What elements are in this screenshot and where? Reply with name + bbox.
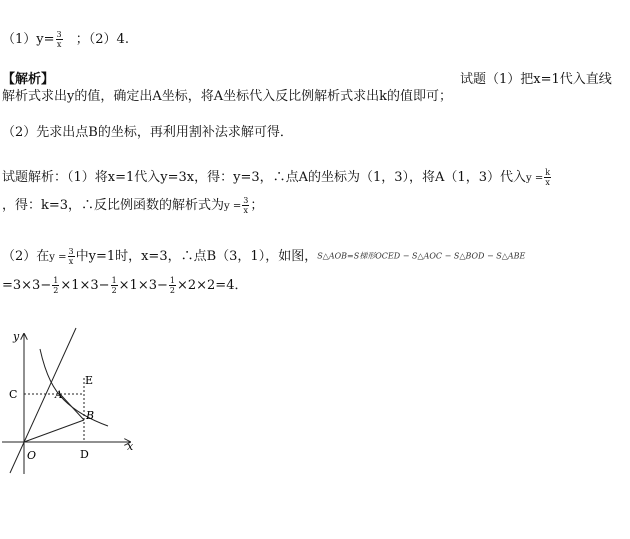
calc-part-c: ×1×3− — [118, 278, 168, 293]
half-fraction — [111, 276, 118, 295]
solution-line2 — [2, 196, 263, 215]
label-O: O — [27, 449, 37, 462]
inline-fraction-3-over-x — [68, 247, 75, 266]
label-A: A — [55, 390, 63, 401]
answer-part1-y: y= — [36, 32, 55, 47]
inline-y-eq: y = — [224, 201, 242, 212]
fraction-denominator: 2 — [111, 286, 117, 295]
analysis-heading: 【解析】 — [2, 72, 55, 87]
analysis-line2: 解析式求出y的值，确定出A坐标，将A坐标代入反比例解析式求出k的值即可； — [2, 89, 452, 104]
label-C: C — [9, 388, 18, 401]
answer-part1-label: （1） — [2, 32, 37, 47]
solution-line1 — [2, 168, 552, 187]
inline-y-eq: y = — [525, 173, 544, 184]
fraction-numerator: 3 — [56, 30, 62, 39]
solution-line2-end: ； — [250, 198, 264, 213]
label-E: E — [85, 374, 94, 387]
fraction-numerator: 3 — [68, 247, 74, 256]
answer-line — [2, 30, 129, 49]
solution-line3 — [2, 247, 525, 266]
solution-line4 — [2, 276, 247, 295]
label-D: D — [80, 448, 89, 461]
calc-part-a: =3×3− — [2, 278, 52, 293]
analysis-trial-right: 试题（1）把x=1代入直线 — [460, 72, 612, 87]
solution-line1-text: 试题解析：（1）将x=1代入y=3x，得：y=3，∴点A的坐标为（1，3），将A（1，3）代入 — [2, 170, 526, 185]
fraction-denominator: x — [68, 257, 74, 266]
inline-fraction-k-over-x — [544, 168, 551, 187]
calc-part-b: ×1×3− — [60, 278, 110, 293]
fraction-numerator: 1 — [111, 276, 117, 285]
area-expression: S△AOB=S梯形OCED − S△AOC − S△BOD − S△ABE — [317, 251, 526, 261]
fraction-numerator: k — [545, 168, 551, 177]
fraction-denominator: x — [243, 206, 249, 215]
half-fraction — [52, 276, 59, 295]
fraction-denominator: x — [56, 40, 62, 49]
inline-y-eq: y = — [49, 252, 67, 263]
label-x: x — [127, 440, 134, 453]
fraction-denominator: 2 — [53, 286, 59, 295]
fraction-denominator: x — [545, 178, 550, 187]
fraction-numerator: 1 — [53, 276, 59, 285]
inline-fraction-3-over-x — [242, 196, 249, 215]
fraction-numerator: 1 — [169, 276, 175, 285]
label-y: y — [13, 330, 20, 343]
solution-line3-text-b: 中y=1时，x=3，∴点B（3，1），如图， — [75, 249, 318, 264]
label-B: B — [86, 409, 95, 422]
answer-part2: （2）4. — [88, 32, 129, 47]
answer-separator: ； — [75, 32, 89, 47]
answer-fraction — [56, 30, 63, 49]
hyperbola-curve — [40, 349, 108, 426]
segment-AB — [60, 394, 84, 420]
fraction-numerator: 3 — [243, 196, 249, 205]
solution-line2-text: ，得：k=3，∴反比例函数的解析式为 — [2, 198, 225, 213]
analysis-line3: （2）先求出点B的坐标，再利用割补法求解可得． — [2, 125, 293, 140]
solution-line3-text: （2）在 — [2, 249, 50, 264]
coordinate-figure — [0, 326, 140, 486]
half-fraction — [169, 276, 176, 295]
fraction-denominator: 2 — [169, 286, 175, 295]
calc-part-d: ×2×2=4． — [176, 278, 248, 293]
